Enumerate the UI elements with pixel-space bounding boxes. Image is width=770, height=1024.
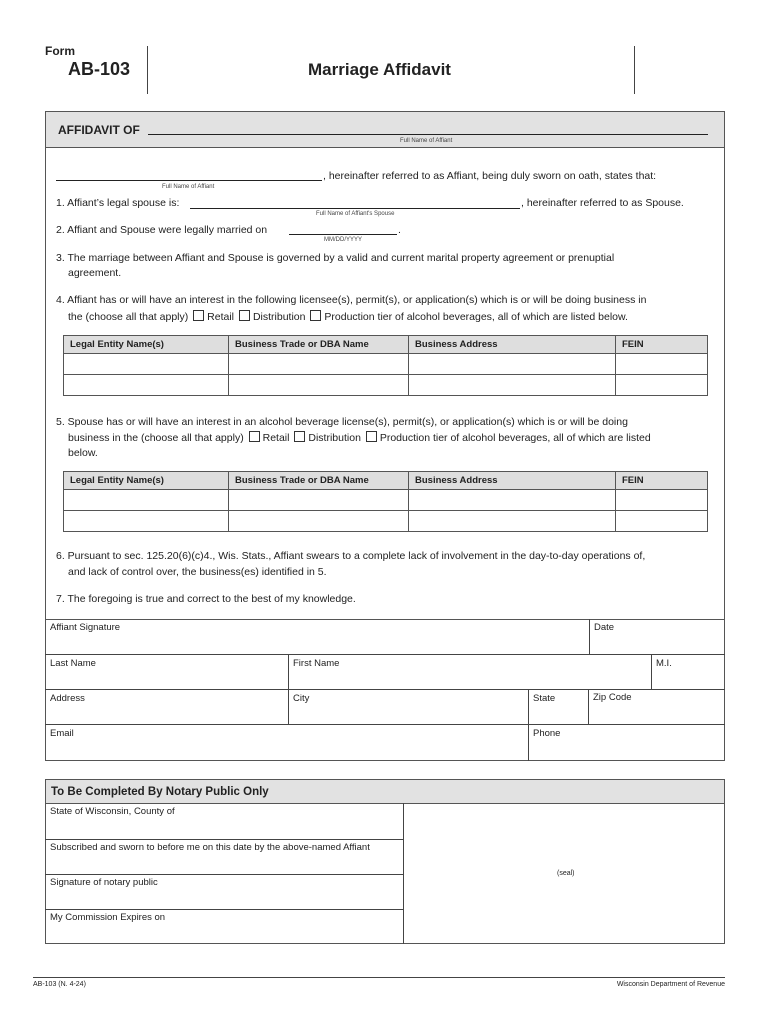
- item3-line2: agreement.: [68, 267, 122, 279]
- footer-rule: [33, 977, 725, 978]
- item5-distribution-checkbox[interactable]: [294, 431, 305, 442]
- item7-text: 7. The foregoing is true and correct to the best of my knowledge.: [56, 593, 356, 605]
- footer-agency: Wisconsin Department of Revenue: [616, 981, 725, 988]
- item3-line1: 3. The marriage between Affiant and Spouse is governed by a valid and current marital property agreement or prenuptial: [56, 252, 615, 264]
- notary-county-field[interactable]: State of Wisconsin, County of: [50, 806, 175, 817]
- item1-prefix: 1. Affiant’s legal spouse is:: [56, 197, 180, 209]
- item6-line2: and lack of control over, the business(es) identified in 5.: [68, 566, 327, 578]
- table2-col-dba: Business Trade or DBA Name: [229, 472, 409, 490]
- page-title: Marriage Affidavit: [308, 60, 451, 79]
- table1-col-fein: FEIN: [616, 336, 708, 354]
- mi-field[interactable]: M.I.: [656, 658, 672, 669]
- affidavit-of-band: [46, 112, 724, 148]
- affidavit-of-caption: Full Name of Affiant: [400, 138, 453, 144]
- item5-production-label: Production tier of alcohol beverages, all of which are listed: [379, 432, 651, 444]
- item4-line2: [68, 310, 628, 323]
- item4-choose-label: the (choose all that apply): [68, 311, 189, 323]
- intro-text: , hereinafter referred to as Affiant, being duly sworn on oath, states that:: [323, 170, 657, 182]
- item5-distribution-label: Distribution: [308, 432, 361, 444]
- item5-line2: [68, 431, 651, 444]
- signature-grid: [45, 619, 725, 761]
- last-name-field[interactable]: Last Name: [50, 658, 96, 669]
- item5-line1: 5. Spouse has or will have an interest in an alcohol beverage license(s), permit(s), or application(s) which is or will be doing: [56, 416, 628, 428]
- city-field[interactable]: City: [293, 693, 310, 704]
- item5-choose-label: business in the (choose all that apply): [68, 432, 244, 444]
- header-divider-right: [634, 46, 635, 94]
- table2-col-legal-entity: Legal Entity Name(s): [64, 472, 229, 490]
- table-row: [64, 511, 708, 532]
- form-number: AB-103: [68, 59, 131, 79]
- item4-production-checkbox[interactable]: [310, 310, 321, 321]
- first-name-field[interactable]: First Name: [293, 658, 340, 669]
- notary-signature-field[interactable]: Signature of notary public: [50, 877, 158, 888]
- item4-line1: 4. Affiant has or will have an interest in the following licensee(s), permit(s), or application(s) which is or will be doing business in: [56, 294, 647, 306]
- table1-col-legal-entity: Legal Entity Name(s): [64, 336, 229, 354]
- spouse-name-field[interactable]: [190, 208, 520, 209]
- notary-seal-label: (seal): [557, 870, 575, 877]
- table1-col-address: Business Address: [409, 336, 616, 354]
- affiant-name-field[interactable]: [148, 134, 708, 135]
- spouse-business-table: [63, 471, 708, 532]
- email-field[interactable]: Email: [50, 728, 74, 739]
- address-field[interactable]: Address: [50, 693, 85, 704]
- table-row: [64, 490, 708, 511]
- affiant-business-table: [63, 335, 708, 396]
- header-divider-left: [147, 46, 148, 94]
- notary-commission-field[interactable]: My Commission Expires on: [50, 912, 166, 923]
- zip-field[interactable]: Zip Code: [593, 692, 632, 703]
- intro-caption: Full Name of Affiant: [162, 184, 215, 190]
- affidavit-of-label: AFFIDAVIT OF: [58, 123, 140, 137]
- affiant-signature-field[interactable]: Affiant Signature: [50, 622, 121, 633]
- item5-line3: below.: [68, 447, 98, 459]
- item4-distribution-checkbox[interactable]: [239, 310, 250, 321]
- item6-line1: 6. Pursuant to sec. 125.20(6)(c)4., Wis. Stats., Affiant swears to a complete lack of involvement in the day-to-day operations of,: [56, 550, 646, 562]
- affiant-full-name-field[interactable]: [56, 180, 322, 181]
- notary-title: To Be Completed By Notary Public Only: [51, 786, 269, 798]
- table-row: [64, 354, 708, 375]
- table-row: [64, 375, 708, 396]
- item2-suffix: .: [398, 224, 401, 236]
- item1-suffix: , hereinafter referred to as Spouse.: [521, 197, 684, 209]
- item2-caption: MM/DD/YYYY: [324, 237, 363, 243]
- table1-col-dba: Business Trade or DBA Name: [229, 336, 409, 354]
- item4-distribution-label: Distribution: [252, 311, 306, 323]
- item5-production-checkbox[interactable]: [366, 431, 377, 442]
- marriage-date-field[interactable]: [289, 234, 397, 235]
- footer-form-id: AB-103 (N. 4-24): [33, 981, 86, 988]
- item5-retail-checkbox[interactable]: [249, 431, 260, 442]
- table2-col-address: Business Address: [409, 472, 616, 490]
- date-field[interactable]: Date: [594, 622, 615, 633]
- phone-field[interactable]: Phone: [533, 728, 561, 739]
- item5-retail-label: Retail: [262, 432, 290, 444]
- item4-retail-label: Retail: [207, 311, 235, 323]
- state-field[interactable]: State: [533, 693, 556, 704]
- form-label: Form: [45, 44, 75, 58]
- item4-production-label: Production tier of alcohol beverages, all of which are listed below.: [324, 311, 628, 323]
- item2-prefix: 2. Affiant and Spouse were legally married on: [56, 224, 268, 236]
- notary-subscribed-field[interactable]: Subscribed and sworn to before me on this date by the above-named Affiant: [50, 842, 370, 853]
- item4-retail-checkbox[interactable]: [193, 310, 204, 321]
- item1-caption: Full Name of Affiant's Spouse: [316, 211, 395, 217]
- table2-col-fein: FEIN: [616, 472, 708, 490]
